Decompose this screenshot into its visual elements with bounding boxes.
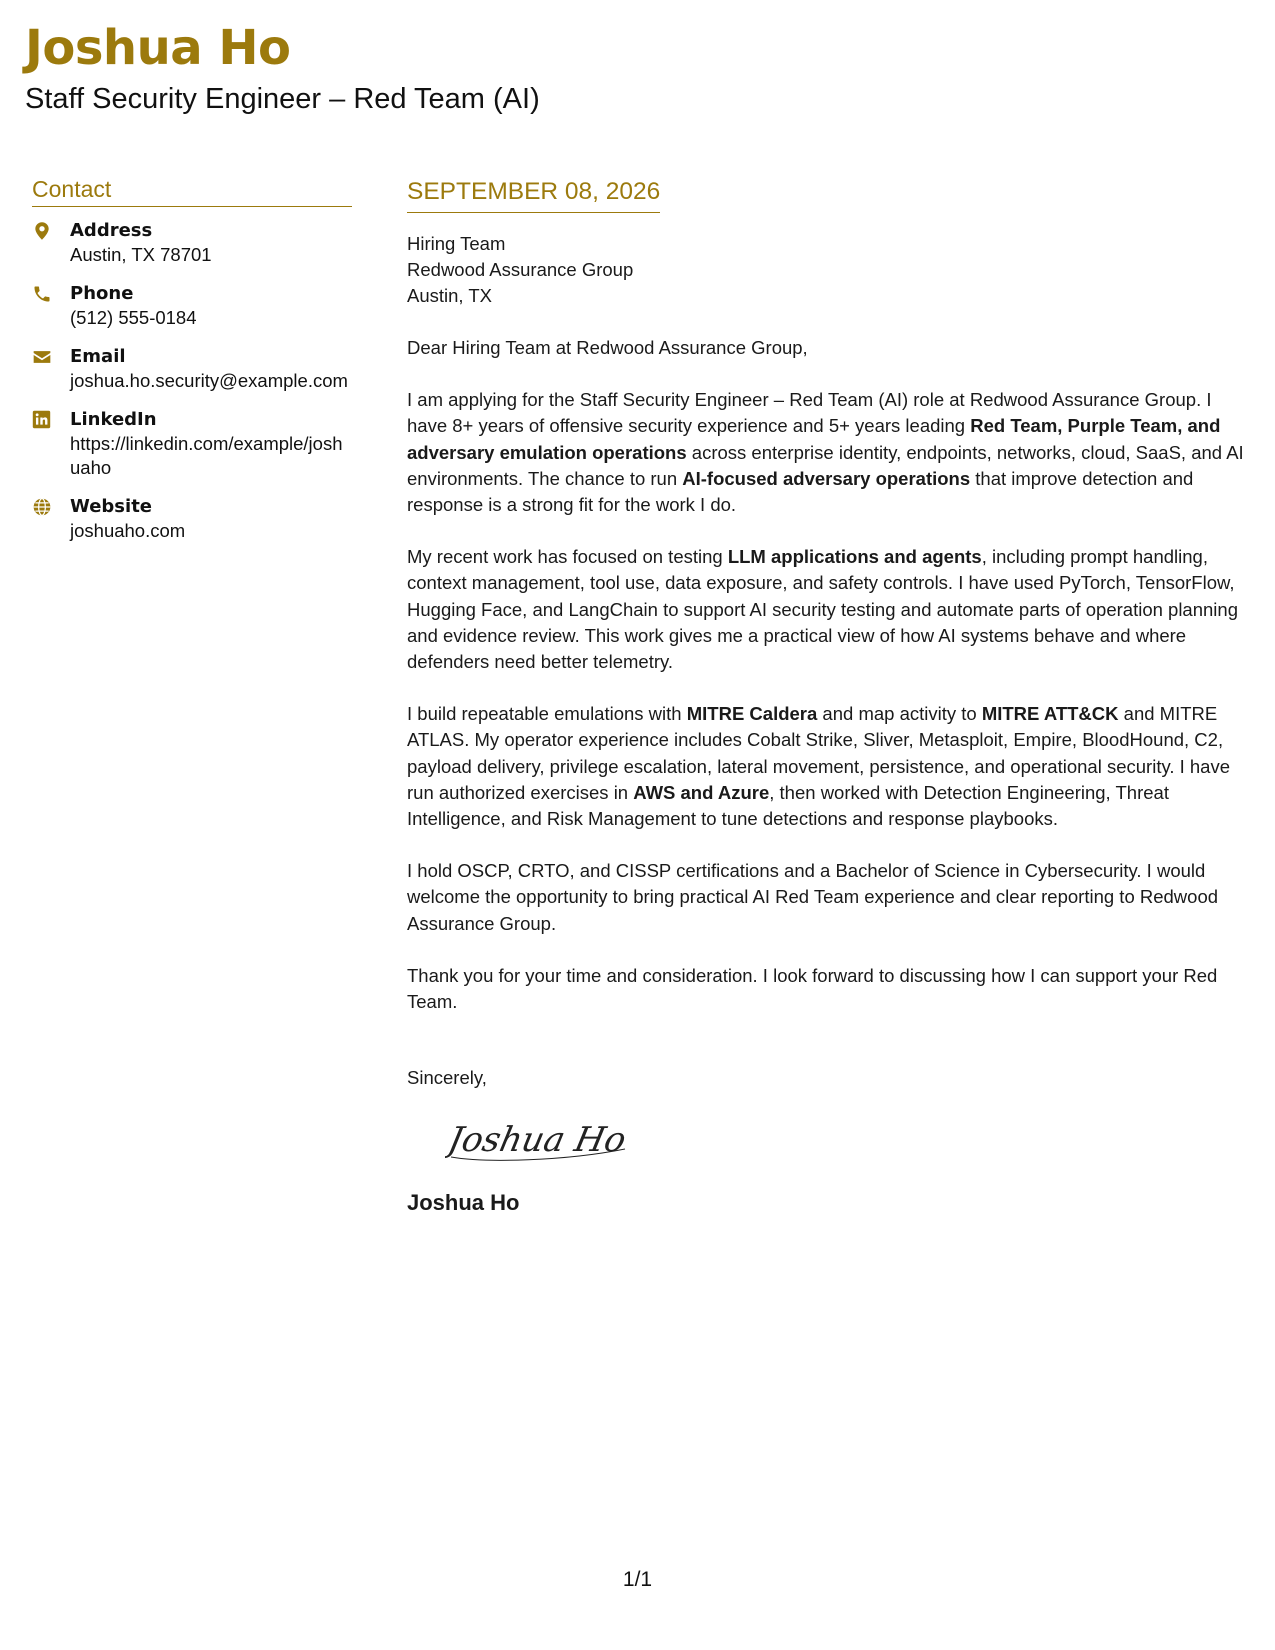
contact-phone: [32, 282, 352, 330]
text-segment: and map activity to: [817, 703, 982, 725]
contact-sidebar: [32, 176, 352, 558]
contact-heading: Contact: [32, 176, 352, 207]
phone-label: Phone: [70, 283, 134, 304]
svg-text:Joshua Ho: Joshua Ho: [445, 1120, 630, 1161]
linkedin-label: LinkedIn: [70, 409, 157, 430]
signer-name: Joshua Ho: [407, 1190, 520, 1216]
text-segment: My recent work has focused on testing: [407, 546, 728, 568]
globe-icon: [32, 495, 70, 543]
bold-phrase: AI-focused adversary operations: [682, 467, 971, 489]
text-segment: I build repeatable emulations with: [407, 703, 687, 725]
recipient-line: Austin, TX: [407, 285, 493, 306]
letter-date: SEPTEMBER 08, 2026: [407, 178, 660, 213]
text-segment: and MITRE ATLAS. My operator experience includes Cobalt Strike, Sliver, Metasploit, Empire, BloodHound, C2, payload delivery, privilege escalation, lateral movement, persistence, and operational security. I have run authorized exercises in: [407, 703, 1231, 803]
letter-paragraph: [407, 387, 1247, 518]
bold-phrase: AWS and Azure: [633, 781, 770, 803]
address-value: Austin, TX 78701: [70, 244, 212, 265]
job-title: Staff Security Engineer – Red Team (AI): [25, 83, 540, 115]
recipient-line: Redwood Assurance Group: [407, 259, 634, 280]
bold-phrase: MITRE Caldera: [686, 703, 818, 725]
email-value[interactable]: joshua.ho.security@example.com: [70, 370, 348, 391]
page-number: 1/1: [622, 1568, 653, 1591]
recipient-line: Hiring Team: [407, 233, 506, 254]
envelope-icon: [32, 345, 70, 393]
address-label: Address: [70, 220, 153, 241]
contact-email: [32, 345, 352, 393]
bold-phrase: LLM applications and agents: [727, 546, 982, 568]
text-segment: , then worked with Detection Engineering, Threat Intelligence, and Risk Management to tune detections and response playbooks.: [407, 781, 1169, 830]
text-segment: across enterprise identity, endpoints, networks, cloud, SaaS, and AI environments. The chance to run: [407, 441, 1244, 489]
applicant-name: Joshua Ho: [25, 20, 291, 76]
email-label: Email: [70, 346, 126, 367]
handwritten-signature: [445, 1111, 1247, 1172]
letter-paragraph: [407, 544, 1247, 675]
cover-letter-body: [407, 178, 1247, 1216]
phone-value: (512) 555-0184: [70, 307, 197, 328]
text-segment: Thank you for your time and consideration. I look forward to discussing how I can support your Red Team.: [407, 964, 1218, 1013]
website-value[interactable]: joshuaho.com: [70, 520, 186, 541]
recipient-block: [407, 231, 1247, 309]
letter-paragraph: [407, 963, 1247, 1015]
linkedin-icon: [32, 408, 70, 480]
closing: Sincerely,: [407, 1067, 487, 1089]
bold-phrase: Red Team, Purple Team, and adversary emulation operations: [407, 415, 1221, 463]
map-pin-icon: [32, 219, 70, 267]
linkedin-value[interactable]: https://linkedin.com/example/joshuaho: [70, 433, 343, 478]
letter-paragraphs: [407, 387, 1247, 1015]
greeting: Dear Hiring Team at Redwood Assurance Group,: [407, 337, 808, 358]
letter-paragraph: [407, 701, 1247, 832]
bold-phrase: MITRE ATT&CK: [981, 703, 1119, 725]
text-segment: that improve detection and response is a strong fit for the work I do.: [407, 467, 1194, 516]
website-label: Website: [70, 496, 153, 517]
contact-address: [32, 219, 352, 267]
text-segment: I hold OSCP, CRTO, and CISSP certifications and a Bachelor of Science in Cybersecurity. I would welcome the opportunity to bring practical AI Red Team experience and clear reporting to Redwood Assurance Group.: [407, 860, 1219, 934]
letter-paragraph: [407, 858, 1247, 937]
text-segment: I am applying for the Staff Security Engineer – Red Team (AI) role at Redwood Assurance Group. I have 8+ years of offensive security experience and 5+ years leading: [407, 389, 1212, 437]
contact-linkedin: [32, 408, 352, 480]
contact-website: [32, 495, 352, 543]
text-segment: , including prompt handling, context management, tool use, data exposure, and safety controls. I have used PyTorch, TensorFlow, Hugging Face, and LangChain to support AI security testing and automate parts of operation planning and evidence review. This work gives me a practical view of how AI systems behave and where defenders need better telemetry.: [407, 546, 1238, 673]
phone-icon: [32, 282, 70, 330]
